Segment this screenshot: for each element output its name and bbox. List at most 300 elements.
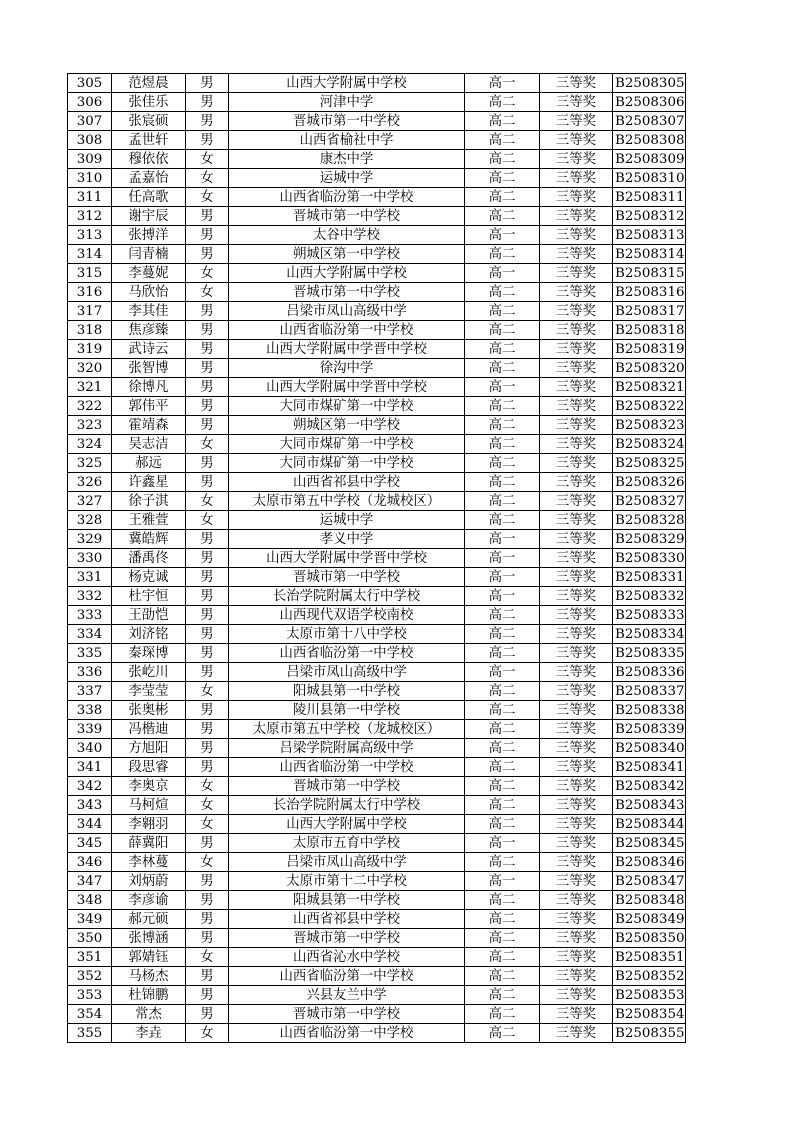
row-number-cell: 313 <box>68 226 112 245</box>
certificate-code-cell: B2508355 <box>613 1024 686 1043</box>
student-name-cell: 张智博 <box>112 359 186 378</box>
school-cell: 山西大学附属中学晋中学校 <box>229 549 465 568</box>
certificate-code-cell: B2508326 <box>613 473 686 492</box>
grade-cell: 高二 <box>465 302 540 321</box>
grade-cell: 高二 <box>465 207 540 226</box>
certificate-code-cell: B2508329 <box>613 530 686 549</box>
school-cell: 晋城市第一中学校 <box>229 1005 465 1024</box>
student-name-cell: 张宸硕 <box>112 112 186 131</box>
certificate-code-cell: B2508328 <box>613 511 686 530</box>
row-number-cell: 311 <box>68 188 112 207</box>
certificate-code-cell: B2508321 <box>613 378 686 397</box>
student-name-cell: 谢宇辰 <box>112 207 186 226</box>
grade-cell: 高一 <box>465 872 540 891</box>
row-number-cell: 327 <box>68 492 112 511</box>
school-cell: 吕梁市凤山高级中学 <box>229 663 465 682</box>
gender-cell: 男 <box>186 891 229 910</box>
gender-cell: 男 <box>186 872 229 891</box>
student-name-cell: 刘济铭 <box>112 625 186 644</box>
gender-cell: 男 <box>186 112 229 131</box>
grade-cell: 高二 <box>465 644 540 663</box>
table-row <box>68 834 686 853</box>
table-row <box>68 112 686 131</box>
row-number-cell: 346 <box>68 853 112 872</box>
grade-cell: 高二 <box>465 359 540 378</box>
row-number-cell: 305 <box>68 74 112 93</box>
award-cell: 三等奖 <box>540 416 613 435</box>
row-number-cell: 340 <box>68 739 112 758</box>
certificate-code-cell: B2508322 <box>613 397 686 416</box>
gender-cell: 男 <box>186 74 229 93</box>
award-cell: 三等奖 <box>540 321 613 340</box>
grade-cell: 高二 <box>465 397 540 416</box>
grade-cell: 高二 <box>465 283 540 302</box>
student-name-cell: 任高歌 <box>112 188 186 207</box>
table-row <box>68 340 686 359</box>
student-name-cell: 潘禹佟 <box>112 549 186 568</box>
school-cell: 山西省榆社中学 <box>229 131 465 150</box>
table-row <box>68 150 686 169</box>
award-cell: 三等奖 <box>540 777 613 796</box>
student-name-cell: 吴志洁 <box>112 435 186 454</box>
table-row <box>68 720 686 739</box>
row-number-cell: 308 <box>68 131 112 150</box>
table-row <box>68 663 686 682</box>
school-cell: 山西省临汾第一中学校 <box>229 644 465 663</box>
student-name-cell: 段思睿 <box>112 758 186 777</box>
table-row <box>68 359 686 378</box>
student-name-cell: 秦琛博 <box>112 644 186 663</box>
grade-cell: 高一 <box>465 378 540 397</box>
table-row <box>68 302 686 321</box>
certificate-code-cell: B2508348 <box>613 891 686 910</box>
gender-cell: 男 <box>186 625 229 644</box>
school-cell: 晋城市第一中学校 <box>229 929 465 948</box>
row-number-cell: 324 <box>68 435 112 454</box>
gender-cell: 女 <box>186 169 229 188</box>
table-row <box>68 226 686 245</box>
student-name-cell: 杜锦鹏 <box>112 986 186 1005</box>
certificate-code-cell: B2508324 <box>613 435 686 454</box>
award-cell: 三等奖 <box>540 587 613 606</box>
award-cell: 三等奖 <box>540 340 613 359</box>
school-cell: 长治学院附属太行中学校 <box>229 587 465 606</box>
table-row <box>68 492 686 511</box>
gender-cell: 女 <box>186 150 229 169</box>
row-number-cell: 307 <box>68 112 112 131</box>
gender-cell: 女 <box>186 511 229 530</box>
gender-cell: 男 <box>186 416 229 435</box>
grade-cell: 高二 <box>465 169 540 188</box>
award-cell: 三等奖 <box>540 359 613 378</box>
certificate-code-cell: B2508347 <box>613 872 686 891</box>
award-cell: 三等奖 <box>540 663 613 682</box>
school-cell: 朔城区第一中学校 <box>229 245 465 264</box>
award-cell: 三等奖 <box>540 226 613 245</box>
student-name-cell: 李林蔓 <box>112 853 186 872</box>
certificate-code-cell: B2508335 <box>613 644 686 663</box>
award-cell: 三等奖 <box>540 530 613 549</box>
school-cell: 吕梁学院附属高级中学 <box>229 739 465 758</box>
gender-cell: 男 <box>186 910 229 929</box>
award-table-body <box>68 74 686 1043</box>
row-number-cell: 347 <box>68 872 112 891</box>
row-number-cell: 335 <box>68 644 112 663</box>
school-cell: 山西省临汾第一中学校 <box>229 188 465 207</box>
award-cell: 三等奖 <box>540 131 613 150</box>
row-number-cell: 332 <box>68 587 112 606</box>
gender-cell: 男 <box>186 967 229 986</box>
row-number-cell: 316 <box>68 283 112 302</box>
row-number-cell: 342 <box>68 777 112 796</box>
student-name-cell: 马杨杰 <box>112 967 186 986</box>
grade-cell: 高二 <box>465 245 540 264</box>
certificate-code-cell: B2508312 <box>613 207 686 226</box>
certificate-code-cell: B2508345 <box>613 834 686 853</box>
certificate-code-cell: B2508352 <box>613 967 686 986</box>
student-name-cell: 徐子淇 <box>112 492 186 511</box>
award-cell: 三等奖 <box>540 283 613 302</box>
certificate-code-cell: B2508309 <box>613 150 686 169</box>
grade-cell: 高二 <box>465 511 540 530</box>
certificate-code-cell: B2508308 <box>613 131 686 150</box>
row-number-cell: 319 <box>68 340 112 359</box>
table-row <box>68 568 686 587</box>
certificate-code-cell: B2508334 <box>613 625 686 644</box>
table-row <box>68 872 686 891</box>
row-number-cell: 350 <box>68 929 112 948</box>
student-name-cell: 许鑫星 <box>112 473 186 492</box>
student-name-cell: 郝元硕 <box>112 910 186 929</box>
row-number-cell: 331 <box>68 568 112 587</box>
gender-cell: 男 <box>186 245 229 264</box>
row-number-cell: 306 <box>68 93 112 112</box>
table-row <box>68 796 686 815</box>
certificate-code-cell: B2508330 <box>613 549 686 568</box>
award-cell: 三等奖 <box>540 891 613 910</box>
award-cell: 三等奖 <box>540 910 613 929</box>
row-number-cell: 318 <box>68 321 112 340</box>
row-number-cell: 333 <box>68 606 112 625</box>
award-cell: 三等奖 <box>540 606 613 625</box>
award-cell: 三等奖 <box>540 701 613 720</box>
grade-cell: 高二 <box>465 701 540 720</box>
table-row <box>68 701 686 720</box>
award-cell: 三等奖 <box>540 511 613 530</box>
school-cell: 山西省临汾第一中学校 <box>229 321 465 340</box>
row-number-cell: 322 <box>68 397 112 416</box>
student-name-cell: 冀皓辉 <box>112 530 186 549</box>
table-row <box>68 397 686 416</box>
student-name-cell: 李其佳 <box>112 302 186 321</box>
grade-cell: 高二 <box>465 93 540 112</box>
table-row <box>68 74 686 93</box>
certificate-code-cell: B2508314 <box>613 245 686 264</box>
award-cell: 三等奖 <box>540 93 613 112</box>
student-name-cell: 刘炳蔚 <box>112 872 186 891</box>
row-number-cell: 323 <box>68 416 112 435</box>
row-number-cell: 351 <box>68 948 112 967</box>
certificate-code-cell: B2508346 <box>613 853 686 872</box>
gender-cell: 女 <box>186 948 229 967</box>
gender-cell: 男 <box>186 302 229 321</box>
award-cell: 三等奖 <box>540 986 613 1005</box>
award-cell: 三等奖 <box>540 834 613 853</box>
certificate-code-cell: B2508307 <box>613 112 686 131</box>
grade-cell: 高二 <box>465 435 540 454</box>
row-number-cell: 352 <box>68 967 112 986</box>
table-row <box>68 891 686 910</box>
certificate-code-cell: B2508341 <box>613 758 686 777</box>
grade-cell: 高二 <box>465 758 540 777</box>
school-cell: 大同市煤矿第一中学校 <box>229 397 465 416</box>
student-name-cell: 郝远 <box>112 454 186 473</box>
grade-cell: 高二 <box>465 891 540 910</box>
school-cell: 山西省临汾第一中学校 <box>229 967 465 986</box>
grade-cell: 高二 <box>465 739 540 758</box>
table-row <box>68 986 686 1005</box>
gender-cell: 男 <box>186 397 229 416</box>
certificate-code-cell: B2508353 <box>613 986 686 1005</box>
student-name-cell: 穆依依 <box>112 150 186 169</box>
grade-cell: 高二 <box>465 625 540 644</box>
student-name-cell: 张搏洋 <box>112 226 186 245</box>
row-number-cell: 330 <box>68 549 112 568</box>
table-row <box>68 967 686 986</box>
table-row <box>68 777 686 796</box>
award-cell: 三等奖 <box>540 397 613 416</box>
award-cell: 三等奖 <box>540 568 613 587</box>
grade-cell: 高二 <box>465 131 540 150</box>
table-row <box>68 473 686 492</box>
award-cell: 三等奖 <box>540 948 613 967</box>
student-name-cell: 霍靖森 <box>112 416 186 435</box>
gender-cell: 男 <box>186 549 229 568</box>
table-row <box>68 644 686 663</box>
gender-cell: 男 <box>186 359 229 378</box>
table-row <box>68 283 686 302</box>
row-number-cell: 343 <box>68 796 112 815</box>
student-name-cell: 王雅萱 <box>112 511 186 530</box>
certificate-code-cell: B2508306 <box>613 93 686 112</box>
row-number-cell: 321 <box>68 378 112 397</box>
award-cell: 三等奖 <box>540 264 613 283</box>
school-cell: 晋城市第一中学校 <box>229 568 465 587</box>
grade-cell: 高二 <box>465 454 540 473</box>
row-number-cell: 320 <box>68 359 112 378</box>
row-number-cell: 315 <box>68 264 112 283</box>
gender-cell: 女 <box>186 853 229 872</box>
school-cell: 吕梁市凤山高级中学 <box>229 302 465 321</box>
row-number-cell: 314 <box>68 245 112 264</box>
certificate-code-cell: B2508340 <box>613 739 686 758</box>
grade-cell: 高二 <box>465 815 540 834</box>
award-cell: 三等奖 <box>540 929 613 948</box>
school-cell: 大同市煤矿第一中学校 <box>229 454 465 473</box>
grade-cell: 高二 <box>465 492 540 511</box>
student-name-cell: 张奥彬 <box>112 701 186 720</box>
gender-cell: 男 <box>186 473 229 492</box>
row-number-cell: 325 <box>68 454 112 473</box>
school-cell: 吕梁市凤山高级中学 <box>229 853 465 872</box>
gender-cell: 男 <box>186 378 229 397</box>
grade-cell: 高一 <box>465 568 540 587</box>
student-name-cell: 徐博凡 <box>112 378 186 397</box>
school-cell: 孝义中学 <box>229 530 465 549</box>
student-name-cell: 李莹莹 <box>112 682 186 701</box>
gender-cell: 男 <box>186 530 229 549</box>
grade-cell: 高一 <box>465 74 540 93</box>
row-number-cell: 310 <box>68 169 112 188</box>
gender-cell: 男 <box>186 340 229 359</box>
row-number-cell: 344 <box>68 815 112 834</box>
school-cell: 山西大学附属中学晋中学校 <box>229 378 465 397</box>
award-cell: 三等奖 <box>540 188 613 207</box>
gender-cell: 男 <box>186 131 229 150</box>
grade-cell: 高二 <box>465 967 540 986</box>
certificate-code-cell: B2508320 <box>613 359 686 378</box>
certificate-code-cell: B2508327 <box>613 492 686 511</box>
certificate-code-cell: B2508339 <box>613 720 686 739</box>
school-cell: 晋城市第一中学校 <box>229 283 465 302</box>
table-row <box>68 378 686 397</box>
certificate-code-cell: B2508313 <box>613 226 686 245</box>
grade-cell: 高一 <box>465 663 540 682</box>
grade-cell: 高二 <box>465 777 540 796</box>
student-name-cell: 杨克诚 <box>112 568 186 587</box>
certificate-code-cell: B2508315 <box>613 264 686 283</box>
certificate-code-cell: B2508333 <box>613 606 686 625</box>
grade-cell: 高二 <box>465 929 540 948</box>
student-name-cell: 郭伟平 <box>112 397 186 416</box>
gender-cell: 男 <box>186 929 229 948</box>
school-cell: 山西大学附属中学校 <box>229 74 465 93</box>
certificate-code-cell: B2508342 <box>613 777 686 796</box>
certificate-code-cell: B2508338 <box>613 701 686 720</box>
school-cell: 长治学院附属太行中学校 <box>229 796 465 815</box>
school-cell: 运城中学 <box>229 511 465 530</box>
award-cell: 三等奖 <box>540 454 613 473</box>
award-cell: 三等奖 <box>540 720 613 739</box>
award-cell: 三等奖 <box>540 378 613 397</box>
gender-cell: 男 <box>186 739 229 758</box>
student-name-cell: 李彦谕 <box>112 891 186 910</box>
table-row <box>68 131 686 150</box>
gender-cell: 女 <box>186 796 229 815</box>
grade-cell: 高二 <box>465 416 540 435</box>
gender-cell: 男 <box>186 834 229 853</box>
grade-cell: 高二 <box>465 321 540 340</box>
grade-cell: 高二 <box>465 150 540 169</box>
certificate-code-cell: B2508350 <box>613 929 686 948</box>
gender-cell: 女 <box>186 682 229 701</box>
row-number-cell: 355 <box>68 1024 112 1043</box>
gender-cell: 女 <box>186 815 229 834</box>
table-row <box>68 587 686 606</box>
student-name-cell: 李蔓妮 <box>112 264 186 283</box>
certificate-code-cell: B2508337 <box>613 682 686 701</box>
gender-cell: 男 <box>186 93 229 112</box>
award-cell: 三等奖 <box>540 853 613 872</box>
certificate-code-cell: B2508311 <box>613 188 686 207</box>
gender-cell: 男 <box>186 663 229 682</box>
grade-cell: 高一 <box>465 587 540 606</box>
table-row <box>68 549 686 568</box>
row-number-cell: 334 <box>68 625 112 644</box>
table-row <box>68 682 686 701</box>
gender-cell: 女 <box>186 283 229 302</box>
table-row <box>68 739 686 758</box>
award-cell: 三等奖 <box>540 74 613 93</box>
row-number-cell: 326 <box>68 473 112 492</box>
award-cell: 三等奖 <box>540 1005 613 1024</box>
row-number-cell: 339 <box>68 720 112 739</box>
award-cell: 三等奖 <box>540 644 613 663</box>
certificate-code-cell: B2508319 <box>613 340 686 359</box>
school-cell: 陵川县第一中学校 <box>229 701 465 720</box>
school-cell: 太原市第十八中学校 <box>229 625 465 644</box>
grade-cell: 高二 <box>465 112 540 131</box>
gender-cell: 男 <box>186 758 229 777</box>
row-number-cell: 337 <box>68 682 112 701</box>
student-name-cell: 薛冀阳 <box>112 834 186 853</box>
school-cell: 运城中学 <box>229 169 465 188</box>
award-cell: 三等奖 <box>540 549 613 568</box>
row-number-cell: 354 <box>68 1005 112 1024</box>
row-number-cell: 353 <box>68 986 112 1005</box>
student-name-cell: 张屹川 <box>112 663 186 682</box>
gender-cell: 男 <box>186 644 229 663</box>
grade-cell: 高二 <box>465 1024 540 1043</box>
school-cell: 山西省沁水中学校 <box>229 948 465 967</box>
student-name-cell: 杜宇恒 <box>112 587 186 606</box>
gender-cell: 女 <box>186 777 229 796</box>
grade-cell: 高二 <box>465 986 540 1005</box>
school-cell: 太原市五育中学校 <box>229 834 465 853</box>
gender-cell: 男 <box>186 606 229 625</box>
student-name-cell: 冯楷迪 <box>112 720 186 739</box>
student-name-cell: 郭婧钰 <box>112 948 186 967</box>
row-number-cell: 341 <box>68 758 112 777</box>
table-row <box>68 530 686 549</box>
award-cell: 三等奖 <box>540 758 613 777</box>
student-name-cell: 焦彦臻 <box>112 321 186 340</box>
school-cell: 河津中学 <box>229 93 465 112</box>
grade-cell: 高二 <box>465 188 540 207</box>
gender-cell: 男 <box>186 1005 229 1024</box>
grade-cell: 高二 <box>465 473 540 492</box>
row-number-cell: 328 <box>68 511 112 530</box>
school-cell: 太原市第五中学校（龙城校区） <box>229 492 465 511</box>
student-name-cell: 王劭恺 <box>112 606 186 625</box>
table-row <box>68 606 686 625</box>
certificate-code-cell: B2508354 <box>613 1005 686 1024</box>
certificate-code-cell: B2508325 <box>613 454 686 473</box>
certificate-code-cell: B2508332 <box>613 587 686 606</box>
school-cell: 徐沟中学 <box>229 359 465 378</box>
certificate-code-cell: B2508331 <box>613 568 686 587</box>
award-cell: 三等奖 <box>540 473 613 492</box>
grade-cell: 高二 <box>465 910 540 929</box>
row-number-cell: 345 <box>68 834 112 853</box>
student-name-cell: 李垚 <box>112 1024 186 1043</box>
award-cell: 三等奖 <box>540 150 613 169</box>
table-row <box>68 910 686 929</box>
school-cell: 兴县友兰中学 <box>229 986 465 1005</box>
school-cell: 晋城市第一中学校 <box>229 777 465 796</box>
grade-cell: 高二 <box>465 1005 540 1024</box>
table-row <box>68 853 686 872</box>
